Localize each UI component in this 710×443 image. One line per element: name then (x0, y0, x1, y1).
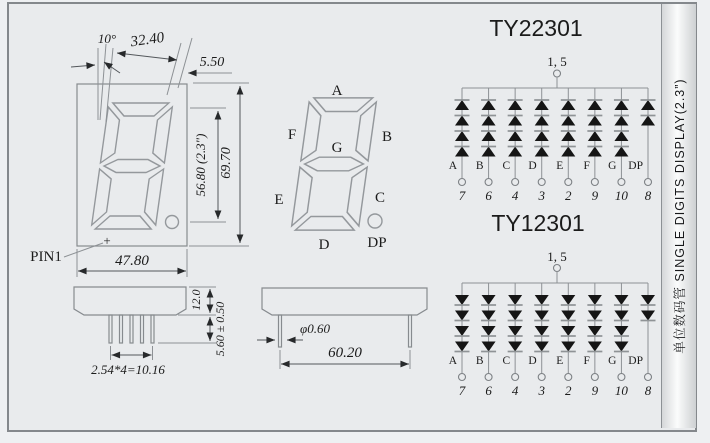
led-diode-icon (535, 311, 549, 321)
pin-terminal-icon (565, 374, 572, 381)
side-strip-title: 单位数码管 SINGLE DIGITS DISPLAY(2.3”) (673, 78, 687, 354)
pin-terminal-icon (512, 179, 519, 186)
segment-label-c: C (374, 190, 386, 206)
pin-number: 4 (511, 188, 519, 203)
led-diode-icon (482, 311, 496, 321)
led-diode-icon (614, 100, 628, 110)
led-diode-icon (535, 147, 549, 157)
dim-body-height: 69.70 (219, 147, 234, 179)
pin-number: 10 (614, 188, 628, 203)
segment-label-a: A (331, 83, 343, 99)
led-diode-icon (508, 342, 522, 352)
led-diode-icon (614, 295, 628, 305)
pin-terminal-icon (512, 374, 519, 381)
led-diode-icon (455, 100, 469, 110)
pin-terminal-icon (591, 179, 598, 186)
led-diode-icon (455, 311, 469, 321)
common-pins-label: 1, 5 (547, 54, 567, 69)
led-diode-icon (482, 295, 496, 305)
segment-label: C (502, 355, 511, 367)
circuit-ty22301 (449, 15, 656, 203)
led-diode-icon (508, 295, 522, 305)
dim-pin-span: 60.20 (328, 345, 362, 361)
led-diode-icon (561, 342, 575, 352)
pin-number: 9 (591, 188, 599, 203)
led-diode-icon (614, 311, 628, 321)
dim-edge-offset: 5.50 (199, 55, 225, 70)
dim-angle: 10° (97, 31, 117, 46)
led-diode-icon (561, 147, 575, 157)
pin-number: 7 (458, 188, 466, 203)
led-diode-icon (561, 131, 575, 141)
segment-label: DP (628, 160, 643, 172)
pin-number: 8 (644, 188, 652, 203)
pin-terminal-icon (591, 374, 598, 381)
led-diode-icon (508, 326, 522, 336)
side-view-bottom-left (74, 287, 227, 377)
led-diode-icon (455, 326, 469, 336)
led-diode-icon (482, 342, 496, 352)
pin-number: 6 (485, 383, 492, 398)
led-diode-icon (535, 131, 549, 141)
led-diode-icon (588, 295, 602, 305)
led-diode-icon (588, 311, 602, 321)
led-diode-icon (614, 342, 628, 352)
led-diode-icon (535, 342, 549, 352)
side-view-bottom-middle (257, 288, 427, 369)
led-diode-icon (455, 342, 469, 352)
pin-number: 3 (538, 383, 545, 398)
pin1-label: PIN1 (30, 249, 62, 265)
pin1-polarity-mark: + (103, 233, 111, 248)
pin-number: 4 (511, 383, 519, 398)
pin-number: 7 (458, 383, 466, 398)
led-diode-icon (614, 131, 628, 141)
pin-terminal-icon (459, 179, 466, 186)
pin-number: 2 (565, 188, 572, 203)
dim-pin-length: 5.60 ± 0.50 (213, 301, 227, 357)
dim-pin-pitch: 2.54*4=10.16 (91, 362, 165, 377)
led-diode-icon (535, 100, 549, 110)
segment-label: B (475, 160, 484, 172)
segment-label: G (608, 355, 617, 367)
led-diode-icon (561, 100, 575, 110)
led-diode-icon (561, 116, 575, 126)
segment-label: E (556, 355, 564, 367)
pin-terminal-icon (485, 179, 492, 186)
led-diode-icon (588, 131, 602, 141)
segment-label-g: G (331, 140, 343, 156)
common-terminal-icon (554, 265, 561, 272)
led-diode-icon (641, 100, 655, 110)
pin-terminal-icon (618, 374, 625, 381)
pin-terminal-icon (485, 374, 492, 381)
led-diode-icon (561, 326, 575, 336)
decimal-point-outline (368, 214, 382, 228)
circuit-title: TY12301 (491, 210, 585, 236)
led-diode-icon (455, 295, 469, 305)
pin-terminal-icon (645, 374, 652, 381)
dim-digit-height: 56.80 (2.3") (193, 133, 208, 197)
segment-label-e: E (274, 192, 284, 208)
led-diode-icon (641, 311, 655, 321)
segment-label: G (608, 160, 617, 172)
led-diode-icon (535, 116, 549, 126)
segment-label: C (502, 160, 511, 172)
pin-terminal-icon (459, 374, 466, 381)
pin-terminal-icon (538, 374, 545, 381)
pin-number: 10 (614, 383, 628, 398)
segment-label: A (448, 355, 457, 367)
dim-pin-diameter: φ0.60 (300, 321, 330, 336)
segment-label: E (556, 160, 564, 172)
led-diode-icon (455, 131, 469, 141)
common-pins-label: 1, 5 (547, 249, 567, 264)
segment-label: D (528, 355, 537, 367)
led-diode-icon (482, 326, 496, 336)
front-view (30, 30, 249, 277)
segment-label: B (475, 355, 484, 367)
segment-label-f: F (287, 127, 297, 143)
segment-reference-diagram (274, 83, 392, 253)
circuit-ty12301 (449, 210, 656, 398)
dim-body-width: 47.80 (115, 253, 149, 269)
led-diode-icon (508, 100, 522, 110)
segment-label: F (583, 355, 590, 367)
pin-number: 9 (591, 383, 599, 398)
led-diode-icon (535, 326, 549, 336)
led-diode-icon (561, 311, 575, 321)
led-diode-icon (508, 147, 522, 157)
segment-label: A (448, 160, 457, 172)
led-diode-icon (508, 131, 522, 141)
led-diode-icon (641, 116, 655, 126)
common-terminal-icon (554, 70, 561, 77)
led-diode-icon (455, 147, 469, 157)
led-diode-icon (588, 326, 602, 336)
pin-terminal-icon (645, 179, 652, 186)
led-diode-icon (614, 147, 628, 157)
pin-number: 3 (538, 188, 545, 203)
pin-terminal-icon (618, 179, 625, 186)
pin-number: 8 (644, 383, 652, 398)
pin-number: 6 (485, 188, 492, 203)
led-diode-icon (614, 116, 628, 126)
led-diode-icon (614, 326, 628, 336)
decimal-point-outline (166, 216, 179, 229)
segment-label-dp: DP (367, 235, 387, 251)
led-diode-icon (535, 295, 549, 305)
segment-label-b: B (381, 129, 393, 145)
segment-label: F (583, 160, 590, 172)
segment-label: DP (628, 355, 643, 367)
pin-terminal-icon (565, 179, 572, 186)
led-diode-icon (588, 116, 602, 126)
led-diode-icon (455, 116, 469, 126)
led-diode-icon (588, 100, 602, 110)
pin-number: 2 (565, 383, 572, 398)
led-diode-icon (588, 342, 602, 352)
segment-label: D (528, 160, 537, 172)
segment-label-d: D (318, 237, 330, 253)
led-diode-icon (588, 147, 602, 157)
led-diode-icon (482, 147, 496, 157)
led-diode-icon (641, 295, 655, 305)
led-diode-icon (482, 100, 496, 110)
pin-terminal-icon (538, 179, 545, 186)
dim-digit-width: 32.40 (129, 29, 166, 51)
led-diode-icon (482, 116, 496, 126)
circuit-title: TY22301 (489, 15, 583, 41)
led-diode-icon (508, 116, 522, 126)
led-diode-icon (482, 131, 496, 141)
dim-thickness: 12.0 (189, 289, 203, 311)
led-diode-icon (508, 311, 522, 321)
led-diode-icon (561, 295, 575, 305)
